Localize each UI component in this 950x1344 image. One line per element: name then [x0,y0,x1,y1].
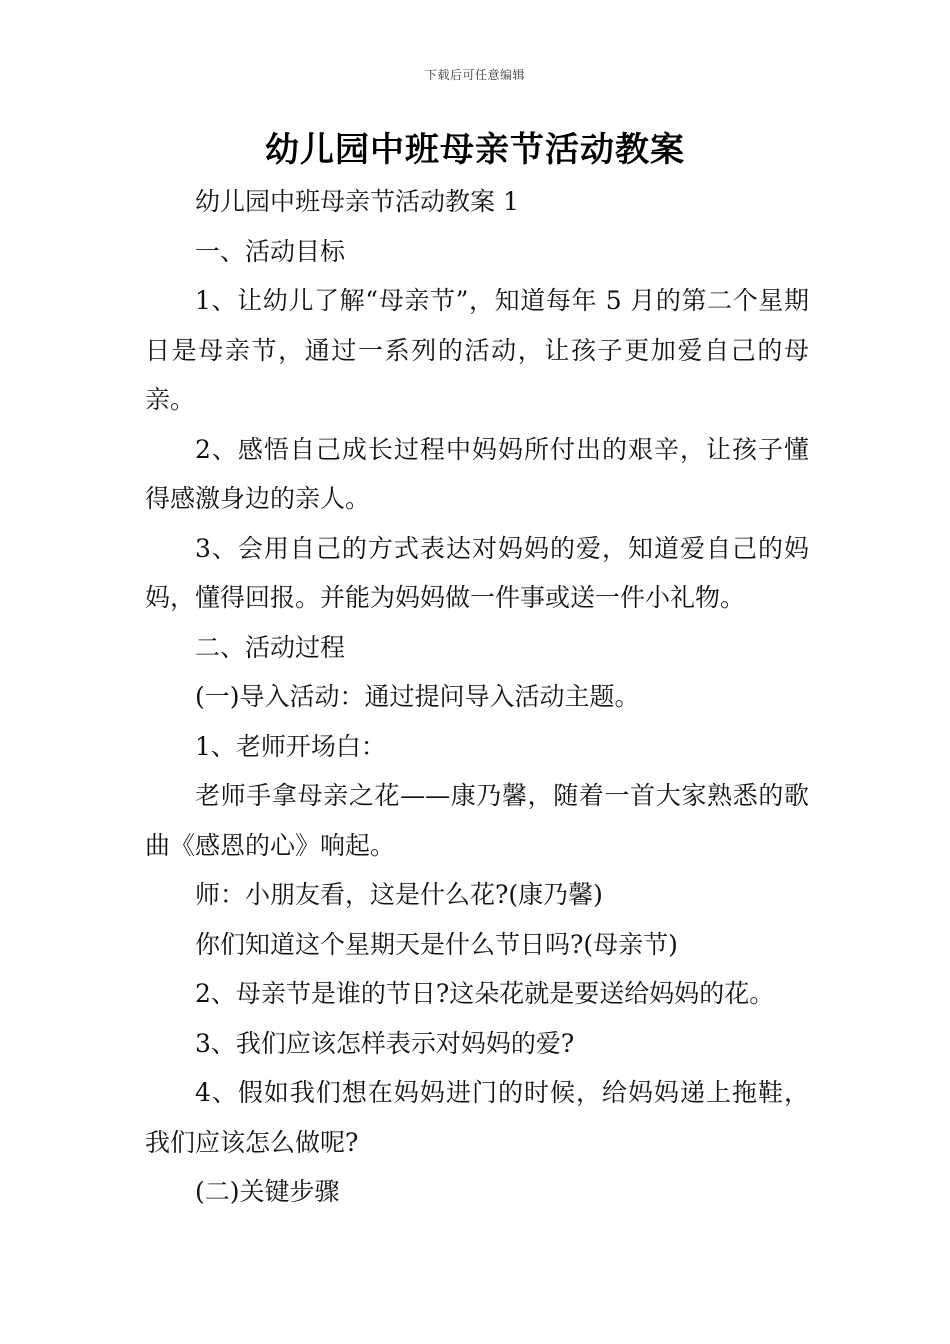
section-heading-process: 二、活动过程 [195,632,346,662]
document-title: 幼儿园中班母亲节活动教案 [265,130,685,170]
paragraph-goal-3: 3、会用自己的方式表达对妈妈的爱，知道爱自己的妈妈，懂得回报。并能为妈妈做一件事或送一件小礼物。 [145,533,809,612]
paragraph-intro-activity: (一)导入活动：通过提问导入活动主题。 [195,682,640,711]
paragraph-question-flower: 师：小朋友看，这是什么花?(康乃馨) [195,880,603,909]
document-body [145,177,809,1217]
header-note: 下载后可任意编辑 [424,68,525,82]
paragraph-subtitle: 幼儿园中班母亲节活动教案 1 [195,187,519,216]
paragraph-teacher-flower: 老师手拿母亲之花——康乃馨，随着一首大家熟悉的歌曲《感恩的心》响起。 [145,781,809,860]
paragraph-goal-2: 2、感悟自己成长过程中妈妈所付出的艰辛，让孩子懂得感激身边的亲人。 [145,434,809,513]
paragraph-question-holiday: 你们知道这个星期天是什么节日吗?(母亲节) [195,929,678,959]
paragraph-goal-1: 1、让幼儿了解“母亲节”，知道每年 5 月的第二个星期日是母亲节，通过一系列的活动，让孩子更加爱自己的母亲。 [145,286,809,414]
section-heading-goals: 一、活动目标 [195,236,346,266]
paragraph-step-2: 2、母亲节是谁的节日?这朵花就是要送给妈妈的花。 [195,979,775,1008]
paragraph-opening: 1、老师开场白： [195,731,386,761]
paragraph-step-4: 4、假如我们想在妈妈进门的时候，给妈妈递上拖鞋，我们应该怎么做呢? [145,1078,809,1157]
section-heading-key-steps: (二)关键步骤 [195,1177,340,1206]
paragraph-step-3: 3、我们应该怎样表示对妈妈的爱? [195,1028,575,1058]
